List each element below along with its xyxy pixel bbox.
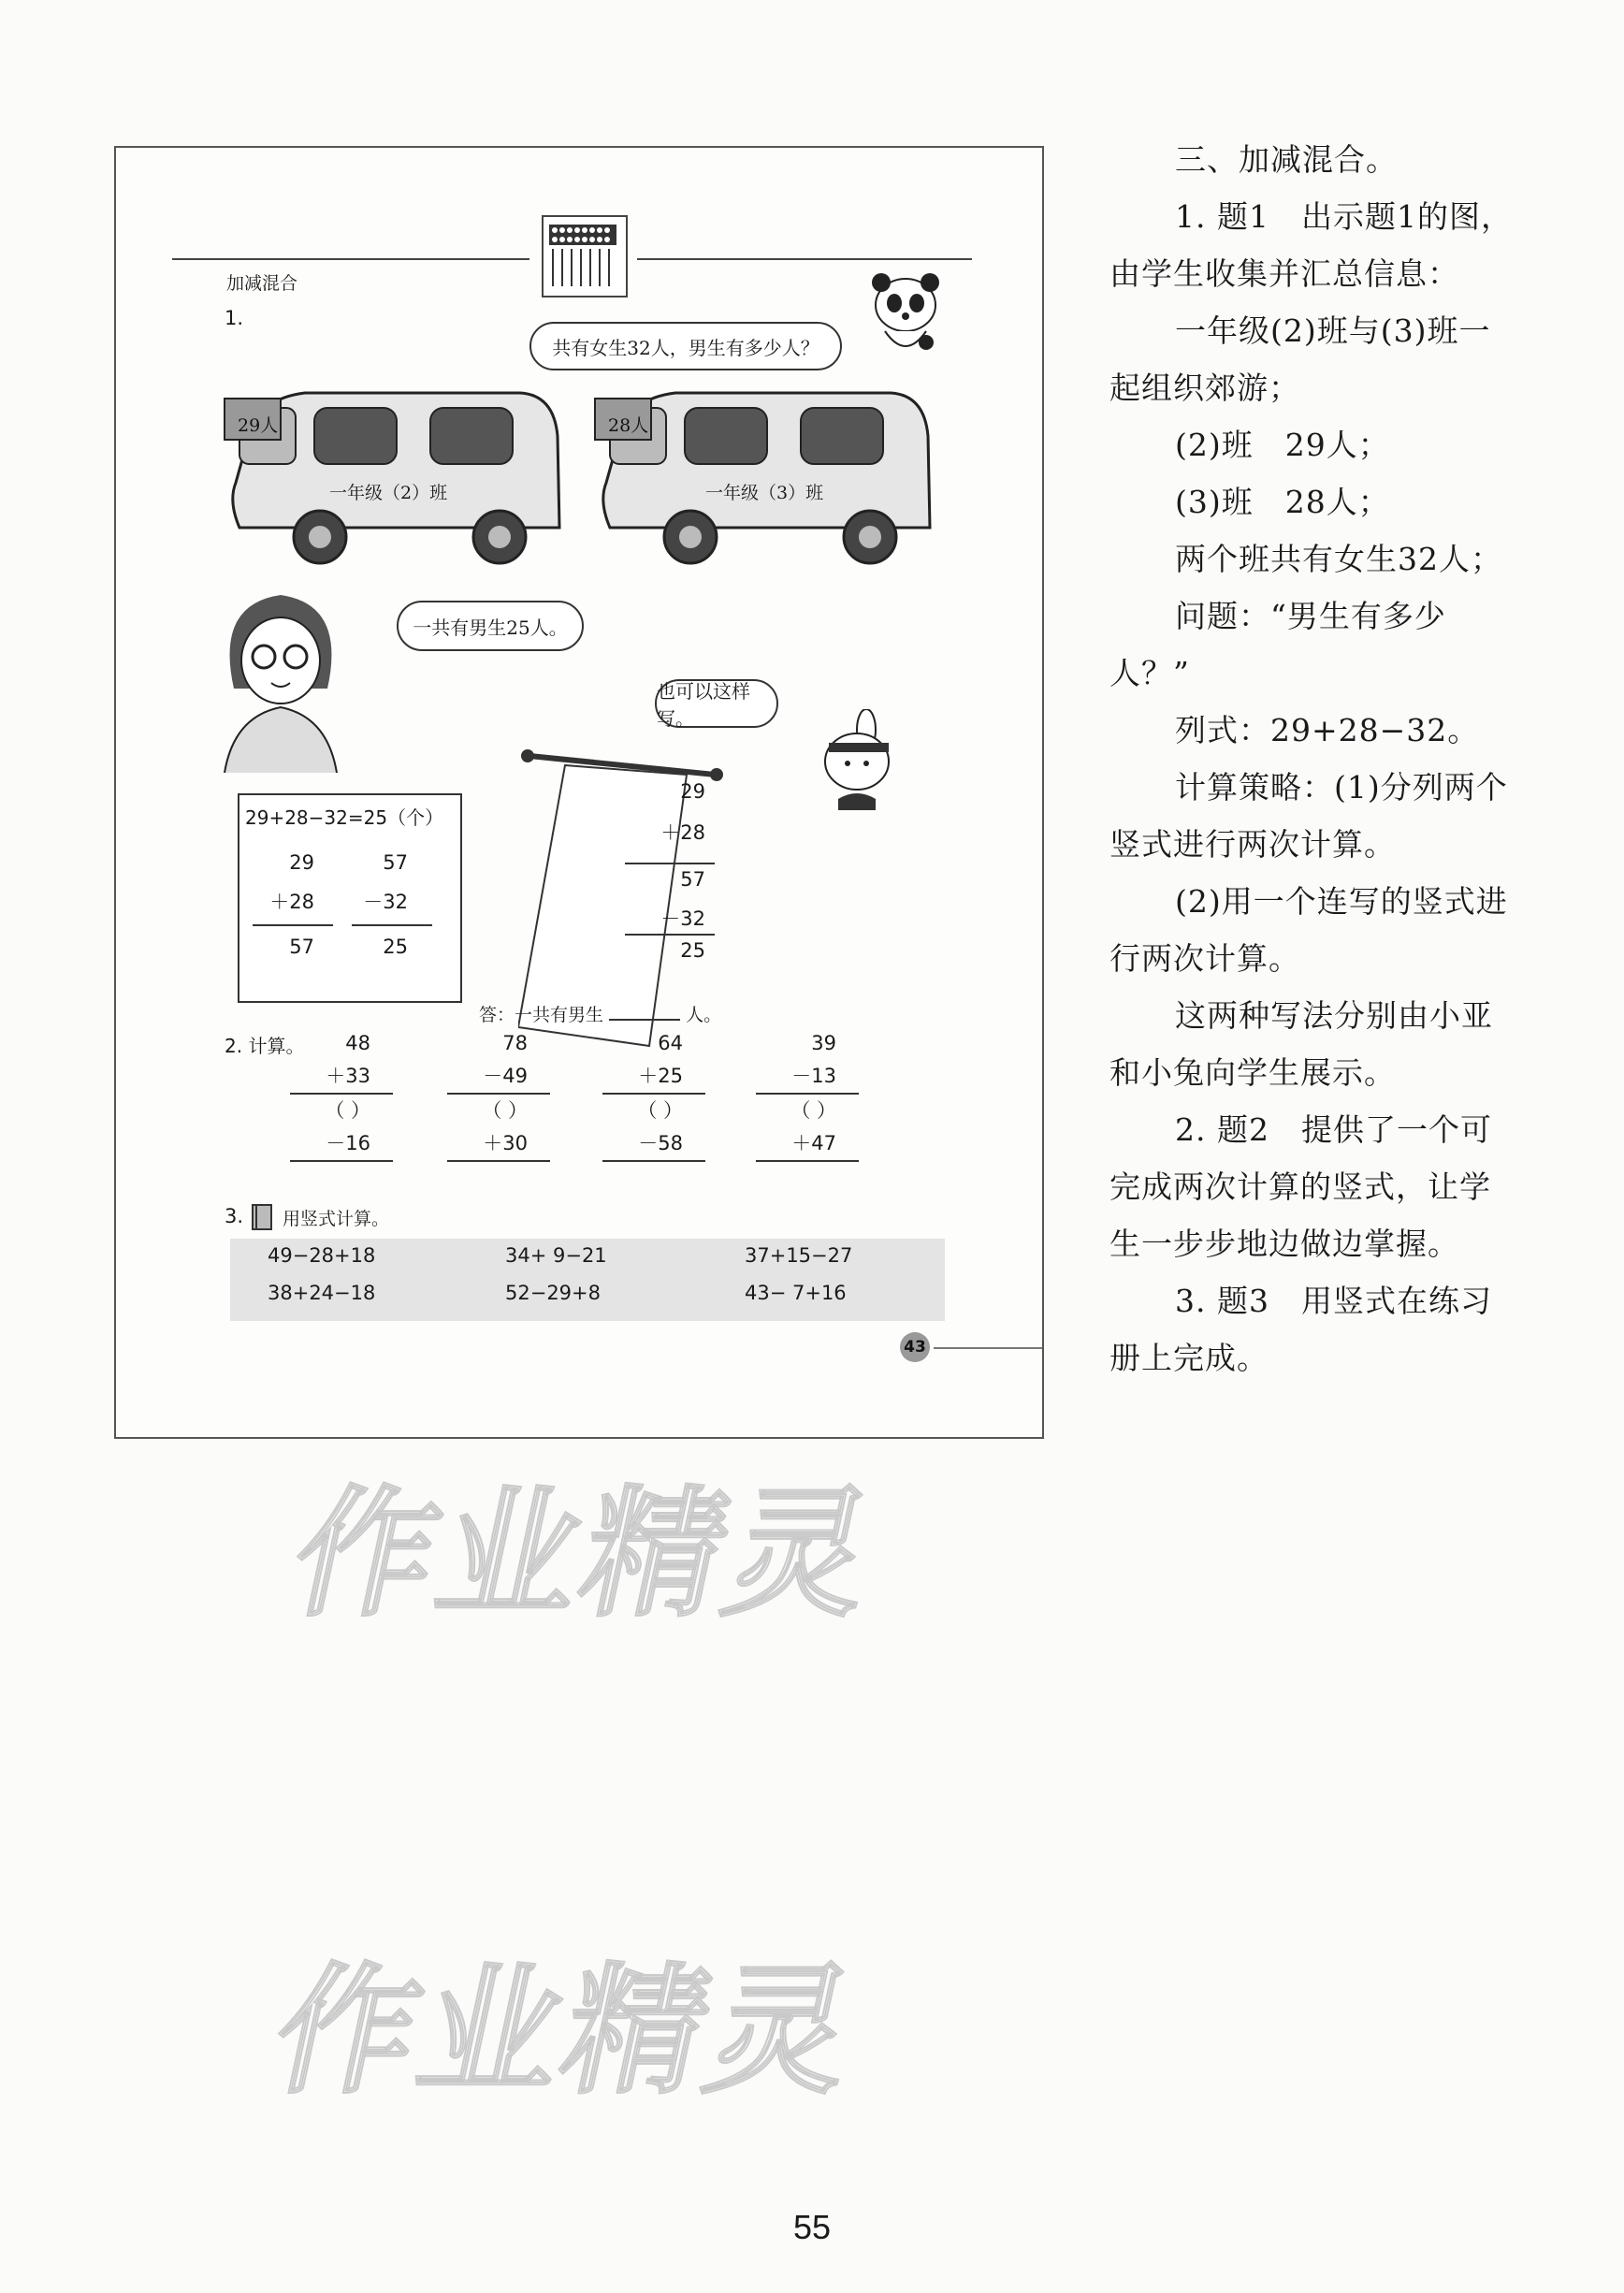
problem3-item: 43− 7+16	[745, 1282, 847, 1304]
problem3-label: 3.	[225, 1205, 244, 1227]
calc-blank[interactable]: （ ）	[325, 1099, 370, 1122]
scroll-rule-1	[625, 863, 715, 864]
calc-rule	[290, 1160, 393, 1162]
watermark: 作业精灵	[279, 1473, 891, 1636]
problem3-item: 52−29+8	[505, 1282, 601, 1304]
commentary-paragraph: 一年级(2)班与(3)班一起组织郊游；	[1109, 312, 1491, 406]
commentary-paragraph: (3)班 28人；	[1175, 484, 1390, 520]
watermark: 作业精灵	[260, 1951, 872, 2113]
girl-illustration	[206, 586, 393, 773]
scroll-mid: 57	[680, 868, 705, 891]
commentary-paragraph: 1. 题1 出示题1的图，由学生收集并汇总信息：	[1109, 198, 1513, 292]
section-title: 加减混合	[226, 273, 298, 294]
rabbit-icon	[810, 709, 913, 812]
answer-unit: 人。	[686, 1005, 722, 1025]
scroll-op2: －32	[660, 907, 705, 930]
commentary-paragraph: 3. 题3 用竖式在练习册上完成。	[1109, 1283, 1492, 1376]
calc-op1: ＋33	[326, 1065, 370, 1087]
calc-blank[interactable]: （ ）	[790, 1099, 836, 1122]
answer-line	[479, 1001, 721, 1026]
problem3-item: 37+15−27	[745, 1244, 853, 1267]
commentary-paragraph: 这两种写法分别由小亚和小兔向学生展示。	[1109, 997, 1493, 1091]
problem3-band	[230, 1239, 945, 1321]
board-right-result: 25	[383, 936, 408, 958]
board-left-op: ＋28	[269, 891, 314, 913]
scroll-result: 25	[680, 939, 705, 962]
board-left-result: 57	[289, 936, 314, 958]
calc-op1: －13	[791, 1065, 836, 1087]
panda-icon	[864, 268, 949, 361]
rabbit-speech-text: 也可以这样写。	[657, 680, 750, 730]
abacus-icon	[542, 215, 628, 298]
calc-top: 78	[502, 1032, 528, 1054]
rabbit-speech-bubble	[655, 679, 778, 728]
board-left-rule	[253, 924, 333, 926]
commentary-paragraph: 列式：29+28−32。	[1175, 712, 1480, 748]
calc-blank[interactable]: （ ）	[637, 1099, 683, 1122]
commentary-paragraph: 2. 题2 提供了一个可完成两次计算的竖式，让学生一步步地边做边掌握。	[1109, 1111, 1492, 1262]
calc-rule	[447, 1160, 550, 1162]
calc-op2: －58	[638, 1132, 683, 1154]
calc-top: 64	[658, 1032, 683, 1054]
girl-speech-bubble	[397, 601, 584, 651]
bus-class3-count: 28人	[608, 415, 649, 436]
board-right-rule	[352, 924, 432, 926]
bus-class2-illustration	[221, 380, 569, 576]
board-right-op: －32	[363, 891, 408, 913]
bus-class3-illustration	[591, 380, 939, 576]
scroll-op1: ＋28	[660, 821, 705, 844]
bus-class3-label: 一年级（3）班	[705, 483, 824, 503]
problem3-item: 38+24−18	[268, 1282, 376, 1304]
board-right-top: 57	[383, 851, 408, 874]
page-number: 55	[792, 2208, 832, 2246]
panda-speech-bubble	[529, 322, 842, 370]
commentary-paragraph: 计算策略：(1)分列两个竖式进行两次计算。	[1109, 769, 1508, 863]
workbook-icon	[251, 1203, 275, 1231]
commentary-paragraph: 问题：“男生有多少人？”	[1109, 598, 1446, 691]
problem2-calc-2	[443, 1027, 565, 1162]
board-left-top: 29	[289, 851, 314, 874]
calc-top: 39	[811, 1032, 836, 1054]
problem2-calc-4	[752, 1027, 874, 1162]
calc-rule	[756, 1160, 859, 1162]
answer-text: 答：一共有男生	[479, 1005, 604, 1025]
answer-blank[interactable]	[609, 1019, 680, 1021]
teacher-commentary	[1109, 131, 1521, 1386]
calc-op1: －49	[483, 1065, 528, 1087]
problem2-calc-1	[286, 1027, 408, 1162]
panda-speech-text: 共有女生32人，男生有多少人？	[552, 336, 819, 359]
calc-top: 48	[345, 1032, 370, 1054]
problem3-item: 34+ 9−21	[505, 1244, 607, 1267]
header-rule-right	[637, 258, 972, 260]
commentary-heading: 三、加减混合。	[1175, 141, 1398, 178]
textbook-page-badge: 43	[900, 1332, 930, 1362]
calc-op2: ＋47	[791, 1132, 836, 1154]
girl-board	[238, 793, 462, 1003]
page-badge-rule	[934, 1347, 1042, 1349]
commentary-paragraph: (2)用一个连写的竖式进行两次计算。	[1109, 883, 1508, 977]
problem3-item: 49−28+18	[268, 1244, 376, 1267]
scroll-top: 29	[680, 780, 705, 803]
problem2-calc-3	[599, 1027, 720, 1162]
commentary-paragraph: (2)班 29人；	[1175, 427, 1390, 463]
board-equation: 29+28−32=25（个）	[245, 806, 444, 829]
bus-class2-label: 一年级（2）班	[329, 483, 448, 503]
calc-op2: ＋30	[483, 1132, 528, 1154]
scroll-rule-2	[625, 934, 715, 936]
calc-op2: －16	[326, 1132, 370, 1154]
calc-op1: ＋25	[638, 1065, 683, 1087]
calc-rule	[602, 1160, 705, 1162]
textbook-page	[114, 146, 1044, 1439]
girl-speech-text: 一共有男生25人。	[413, 616, 568, 639]
problem3-title: 用竖式计算。	[283, 1209, 390, 1229]
header-rule-left	[172, 258, 529, 260]
problem2-label: 2. 计算。	[225, 1035, 305, 1057]
bus-class2-count: 29人	[238, 415, 279, 436]
calc-blank[interactable]: （ ）	[482, 1099, 528, 1122]
problem1-label: 1.	[225, 307, 244, 329]
commentary-paragraph: 两个班共有女生32人；	[1175, 541, 1502, 577]
